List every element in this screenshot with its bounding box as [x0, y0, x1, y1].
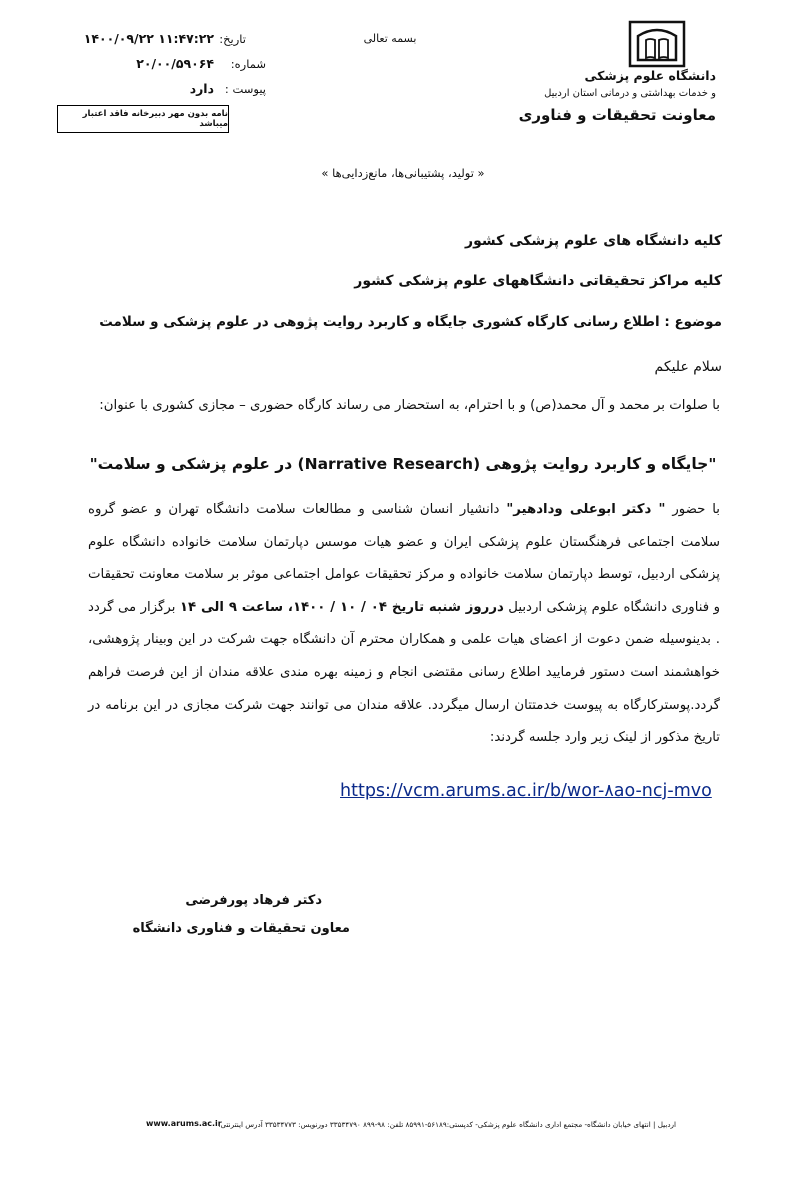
signer-name: دکتر فرهاد پورفرضی	[185, 893, 322, 908]
attachment-label: پیوست :	[224, 82, 266, 96]
intro-paragraph: با صلوات بر محمد و آل محمد(ص) و با احترام، به استحضار می رساند کارگاه حضوری – مجازی کشوری با عنوان:	[99, 398, 720, 413]
greeting: سلام علیکم	[654, 359, 722, 375]
main-paragraph	[88, 494, 720, 755]
letter-subject: موضوع : اطلاع رسانی کارگاه کشوری جایگاه و کاربرد روایت پژوهی در علوم پزشکی و سلامت	[99, 314, 722, 330]
department-name: معاونت تحقیقات و فناوری	[518, 106, 716, 124]
footer-website[interactable]: www.arums.ac.ir	[146, 1119, 222, 1128]
university-name: دانشگاه علوم پزشکی	[584, 68, 716, 83]
number-value: ۲۰/۰۰/۵۹۰۶۴	[136, 56, 214, 71]
stamp-notice-text: نامه بدون مهر دبیرخانه فاقد اعتبار میباشد	[82, 109, 228, 129]
webinar-link[interactable]: https://vcm.arums.ac.ir/b/wor-۸ao-ncj-mvo	[340, 781, 712, 801]
presenter-name: " دکتر ابوعلی ودادهیر"	[506, 502, 666, 517]
main-paragraph-part-3: برگزار می گردد . بدینوسیله ضمن دعوت از اعضای هیات علمی و همکاران محترم آن دانشگاه جهت شرکت در این وبینار پژوهشی، خواهشمند است دستور فرمایید اطلاع رسانی مقتضی انجام و زمینه بهره مندی علاقه مندان از این فرصت فراهم گردد.پوسترکارگاه به پیوست خدمتتان ارسال میگردد. علاقه مندان می توانند جهت شرکت مجازی در این برنامه در تاریخ مذکور از لینک زیر وارد جلسه گردند:	[88, 599, 720, 746]
main-paragraph-part-1: با حضور	[672, 502, 720, 517]
university-logo-icon	[628, 20, 686, 68]
workshop-title: "جایگاه و کاربرد روایت پژوهی (Narrative Research) در علوم پزشکی و سلامت"	[89, 455, 717, 473]
signer-title: معاون تحقیقات و فناوری دانشگاه	[132, 921, 350, 936]
date-value: ۱۴۰۰/۰۹/۲۲ ۱۱:۴۷:۲۲	[83, 31, 214, 46]
footer-address: اردبیل | انتهای خیابان دانشگاه- مجتمع اداری دانشگاه علوم پزشکی- کدپستی:۵۶۱۸۹-۸۵۹۹۱ تلفن: ۹۸-۸۹۹ ۳۳۵۳۴۷۹۰ دورنویس: ۳۳۵۳۴۷۷۳ آدرس اینترنتی:	[218, 1120, 676, 1129]
main-paragraph-part-2: دانشیار انسان شناسی و مطالعات سلامت دانشگاه تهران و عضو گروه سلامت اجتماعی فرهنگستان علوم پزشکی ایران و عضو هیات موسس دپارتمان سلامت خانواده دانشگاه علوم پزشکی اردبیل، توسط دپارتمان سلامت خانواده و مرکز تحقیقات عوامل اجتماعی موثر بر سلامت معاونت تحقیقات و فناوری دانشگاه علوم پزشکی اردبیل	[88, 502, 720, 615]
university-subtitle: و خدمات بهداشتی و درمانی استان اردبیل	[544, 88, 716, 99]
stamp-notice-box	[57, 105, 229, 133]
workshop-date-time: درروز شنبه تاریخ ۰۴ / ۱۰ / ۱۴۰۰، ساعت ۹ الی ۱۴	[179, 599, 504, 615]
year-motto: « تولید، پشتیبانی‌ها، مانع‌زدایی‌ها »	[321, 166, 485, 180]
attachment-value: دارد	[189, 81, 214, 96]
number-label: شماره:	[230, 57, 266, 71]
recipient-2: کلیه مراکز تحقیقاتی دانشگاههای علوم پزشکی کشور	[354, 273, 722, 289]
basmala: بسمه تعالی	[363, 32, 417, 45]
date-label: تاریخ:	[219, 32, 246, 46]
recipient-1: کلیه دانشگاه های علوم پزشکی کشور	[465, 233, 722, 249]
